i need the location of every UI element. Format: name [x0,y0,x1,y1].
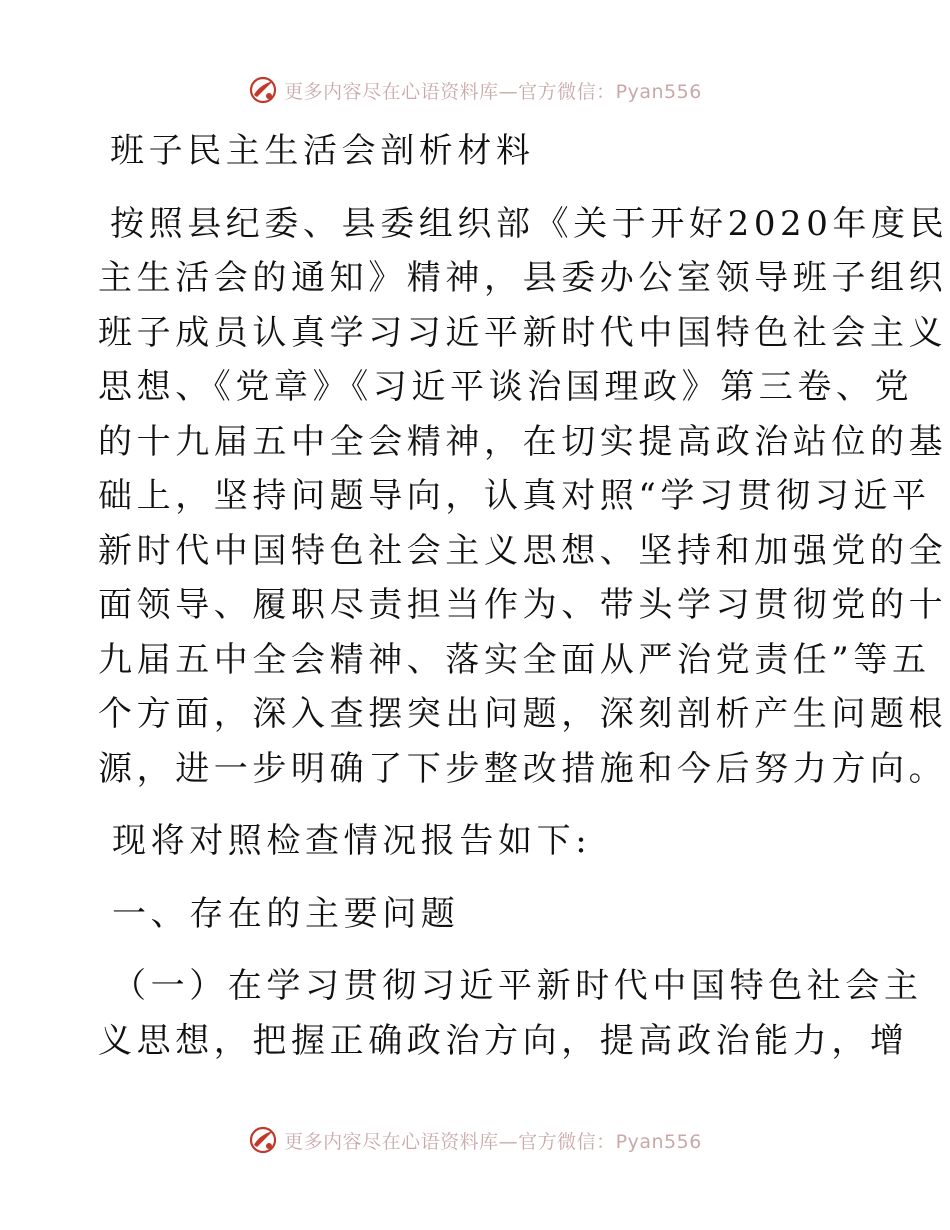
text-line: 础上，坚持问题导向，认真对照“学习贯彻习近平 [98,476,931,516]
text-line: 新时代中国特色社会主义思想、坚持和加强党的全 [98,530,948,571]
paragraph-subsection [98,959,923,1068]
text-line: 源，进一步明确了下步整改措施和今后努力方向。 [98,748,948,789]
text-line: 九届五中全会精神、落实全面从严治党责任”等五 [98,639,931,680]
brand-logo-icon [248,75,278,105]
text-line: 班子成员认真学习习近平新时代中国特色社会主义 [98,312,948,353]
text-line: 个方面，深入查摆突出问题，深刻剖析产生问题根 [98,694,948,734]
watermark-text: 更多内容尽在心语资料库—官方微信：Pyan556 [284,80,702,103]
section-heading: 一、存在的主要问题 [112,893,460,934]
paragraph-report-intro: 现将对照检查情况报告如下: [112,821,592,861]
text-line: 义思想，把握正确政治方向，提高政治能力，增 [98,1020,909,1061]
text-line: 按照县纪委、县委组织部《关于开好2020年度民 [110,203,949,244]
text-line: 主生活会的通知》精神，县委办公室领导班子组织 [98,258,948,298]
text-line: （一）在学习贯彻习近平新时代中国特色社会主 [112,966,923,1006]
paragraph-intro-continued [98,251,948,796]
brand-logo-icon [248,1125,278,1155]
watermark-text: 更多内容尽在心语资料库—官方微信：Pyan556 [284,1130,702,1153]
document-body [98,124,949,1068]
watermark-header [0,70,950,110]
text-line: 的十九届五中全会精神，在切实提高政治站位的基 [98,421,948,462]
text-line: 面领导、履职尽责担当作为、带头学习贯彻党的十 [98,585,948,625]
text-line: 思想、《党章》《习近平谈治国理政》第三卷、党 [98,367,914,407]
paragraph-intro [110,197,949,252]
document-title: 班子民主生活会剖析材料 [110,131,535,171]
watermark-footer [0,1120,950,1160]
